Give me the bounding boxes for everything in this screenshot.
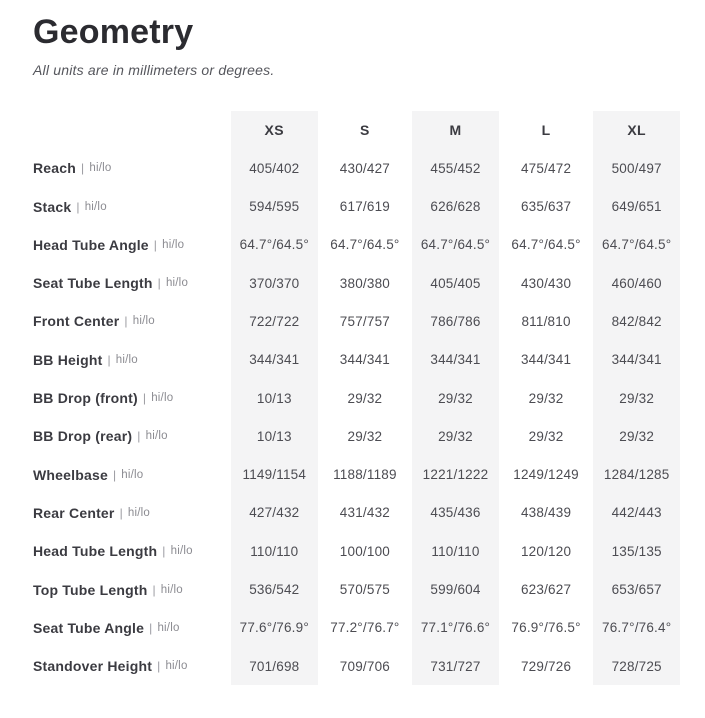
hi-lo-indicator: hi/lo bbox=[165, 277, 189, 290]
label-separator: | bbox=[119, 505, 123, 520]
geometry-value: 29/32 bbox=[347, 390, 383, 406]
size-column-header-s: S bbox=[360, 121, 370, 138]
geometry-value: 455/452 bbox=[410, 149, 501, 187]
geometry-value: 570/575 bbox=[339, 582, 390, 597]
measurement-label: Seat Tube Length bbox=[33, 275, 153, 292]
label-separator: | bbox=[137, 429, 141, 444]
hi-lo-indicator: hi/lo bbox=[115, 353, 138, 366]
geometry-value: 64.7°/64.5° bbox=[330, 237, 400, 253]
row-label-cell bbox=[33, 417, 229, 455]
geometry-value: 623/627 bbox=[520, 582, 572, 597]
label-separator: | bbox=[142, 391, 147, 406]
label-separator: | bbox=[112, 467, 117, 482]
geometry-value: 438/439 bbox=[520, 505, 572, 521]
geometry-value: 594/595 bbox=[229, 187, 320, 225]
geometry-value: 29/32 bbox=[591, 417, 682, 455]
row-label-cell bbox=[33, 149, 229, 187]
geometry-value: 842/842 bbox=[591, 302, 682, 340]
size-column-header-xl: XL bbox=[591, 111, 682, 149]
geometry-value: 100/100 bbox=[339, 543, 390, 559]
geometry-value: 1149/1154 bbox=[229, 455, 320, 493]
row-label-cell bbox=[33, 264, 229, 302]
label-separator: | bbox=[157, 659, 161, 674]
geometry-value: 64.7°/64.5° bbox=[229, 226, 320, 264]
measurement-label: Top Tube Length bbox=[33, 581, 148, 598]
hi-lo-indicator: hi/lo bbox=[89, 162, 112, 175]
geometry-value: 344/341 bbox=[339, 352, 390, 368]
measurement-label: BB Drop (rear) bbox=[33, 428, 133, 445]
measurement-label: Standover Height bbox=[33, 658, 153, 675]
measurement-label: BB Height bbox=[33, 351, 103, 368]
geometry-value: 29/32 bbox=[410, 379, 501, 417]
hi-lo-indicator: hi/lo bbox=[157, 621, 180, 634]
measurement-label: Stack bbox=[33, 198, 72, 215]
geometry-value: 701/698 bbox=[229, 647, 320, 685]
measurement-label: Front Center bbox=[33, 313, 120, 330]
geometry-value: 729/726 bbox=[520, 658, 572, 674]
units-note: All units are in millimeters or degrees. bbox=[33, 61, 275, 78]
geometry-value: 64.7°/64.5° bbox=[591, 226, 682, 264]
geometry-value: 135/135 bbox=[591, 532, 682, 570]
geometry-value: 29/32 bbox=[528, 428, 564, 444]
size-column-header-m: M bbox=[410, 111, 501, 149]
geometry-table bbox=[33, 111, 682, 685]
geometry-value: 1249/1249 bbox=[513, 467, 579, 483]
page-title: Geometry bbox=[33, 13, 194, 51]
label-separator: | bbox=[107, 352, 111, 367]
geometry-value: 110/110 bbox=[410, 532, 501, 570]
hi-lo-indicator: hi/lo bbox=[127, 506, 151, 519]
geometry-value: 64.7°/64.5° bbox=[511, 237, 581, 253]
geometry-value: 110/110 bbox=[229, 532, 320, 570]
hi-lo-indicator: hi/lo bbox=[170, 545, 193, 558]
label-separator: | bbox=[153, 237, 158, 252]
geometry-value: 460/460 bbox=[591, 264, 682, 302]
table-corner-cell bbox=[33, 111, 229, 149]
geometry-value: 649/651 bbox=[591, 187, 682, 225]
geometry-value: 500/497 bbox=[591, 149, 682, 187]
geometry-value: 1221/1222 bbox=[410, 455, 501, 493]
geometry-value: 435/436 bbox=[410, 494, 501, 532]
geometry-value: 380/380 bbox=[339, 275, 390, 291]
geometry-value: 344/341 bbox=[229, 341, 320, 379]
label-separator: | bbox=[152, 582, 156, 597]
geometry-value: 370/370 bbox=[229, 264, 320, 302]
geometry-value: 709/706 bbox=[339, 658, 390, 674]
geometry-value: 427/432 bbox=[229, 494, 320, 532]
hi-lo-indicator: hi/lo bbox=[151, 392, 174, 405]
geometry-value: 430/427 bbox=[339, 160, 390, 176]
row-label-cell bbox=[33, 226, 229, 264]
row-label-cell bbox=[33, 302, 229, 340]
geometry-value: 344/341 bbox=[410, 341, 501, 379]
row-label-cell bbox=[33, 532, 229, 570]
hi-lo-indicator: hi/lo bbox=[160, 583, 183, 596]
label-separator: | bbox=[157, 276, 161, 291]
size-column-header-l: L bbox=[541, 121, 551, 138]
geometry-value: 811/810 bbox=[521, 313, 571, 329]
geometry-value: 728/725 bbox=[591, 647, 682, 685]
geometry-value: 77.1°/76.6° bbox=[410, 609, 501, 647]
measurement-label: Rear Center bbox=[33, 504, 115, 521]
row-label-cell bbox=[33, 455, 229, 493]
hi-lo-indicator: hi/lo bbox=[145, 430, 168, 443]
size-column-header-xs: XS bbox=[229, 111, 320, 149]
measurement-label: BB Drop (front) bbox=[33, 390, 138, 407]
row-label-cell bbox=[33, 341, 229, 379]
label-separator: | bbox=[162, 544, 166, 559]
geometry-value: 405/405 bbox=[410, 264, 501, 302]
geometry-value: 786/786 bbox=[410, 302, 501, 340]
label-separator: | bbox=[76, 199, 80, 214]
geometry-value: 430/430 bbox=[520, 275, 572, 291]
geometry-value: 617/619 bbox=[339, 199, 390, 215]
geometry-value: 77.6°/76.9° bbox=[229, 609, 320, 647]
geometry-value: 442/443 bbox=[591, 494, 682, 532]
hi-lo-indicator: hi/lo bbox=[84, 200, 107, 213]
row-label-cell bbox=[33, 494, 229, 532]
hi-lo-indicator: hi/lo bbox=[121, 468, 144, 481]
measurement-label: Seat Tube Angle bbox=[33, 619, 145, 636]
geometry-value: 29/32 bbox=[591, 379, 682, 417]
geometry-value: 731/727 bbox=[410, 647, 501, 685]
geometry-value: 475/472 bbox=[520, 160, 572, 176]
geometry-value: 29/32 bbox=[528, 390, 564, 406]
geometry-value: 431/432 bbox=[339, 505, 390, 521]
row-label-cell bbox=[33, 609, 229, 647]
geometry-value: 64.7°/64.5° bbox=[410, 226, 501, 264]
geometry-value: 10/13 bbox=[229, 417, 320, 455]
geometry-value: 626/628 bbox=[410, 187, 501, 225]
measurement-label: Reach bbox=[33, 160, 77, 177]
label-separator: | bbox=[81, 161, 85, 176]
geometry-value: 120/120 bbox=[520, 543, 572, 559]
row-label-cell bbox=[33, 187, 229, 225]
row-label-cell bbox=[33, 570, 229, 608]
geometry-value: 77.2°/76.7° bbox=[330, 620, 400, 636]
geometry-value: 536/542 bbox=[229, 570, 320, 608]
geometry-value: 29/32 bbox=[347, 428, 383, 444]
geometry-value: 1188/1189 bbox=[333, 467, 397, 483]
geometry-value: 76.7°/76.4° bbox=[591, 609, 682, 647]
geometry-value: 344/341 bbox=[591, 341, 682, 379]
geometry-value: 1284/1285 bbox=[591, 455, 682, 493]
geometry-value: 635/637 bbox=[520, 199, 572, 215]
measurement-label: Head Tube Angle bbox=[33, 236, 149, 253]
row-label-cell bbox=[33, 379, 229, 417]
geometry-value: 757/757 bbox=[339, 313, 390, 329]
row-label-cell bbox=[33, 647, 229, 685]
geometry-value: 29/32 bbox=[410, 417, 501, 455]
geometry-value: 653/657 bbox=[591, 570, 682, 608]
geometry-value: 722/722 bbox=[229, 302, 320, 340]
measurement-label: Wheelbase bbox=[33, 466, 108, 483]
label-separator: | bbox=[149, 620, 153, 635]
hi-lo-indicator: hi/lo bbox=[132, 315, 155, 328]
geometry-value: 405/402 bbox=[229, 149, 320, 187]
geometry-value: 76.9°/76.5° bbox=[511, 620, 581, 636]
hi-lo-indicator: hi/lo bbox=[165, 660, 188, 673]
geometry-value: 599/604 bbox=[410, 570, 501, 608]
measurement-label: Head Tube Length bbox=[33, 543, 158, 560]
geometry-value: 344/341 bbox=[520, 352, 572, 368]
geometry-value: 10/13 bbox=[229, 379, 320, 417]
hi-lo-indicator: hi/lo bbox=[162, 238, 185, 251]
label-separator: | bbox=[124, 314, 128, 329]
